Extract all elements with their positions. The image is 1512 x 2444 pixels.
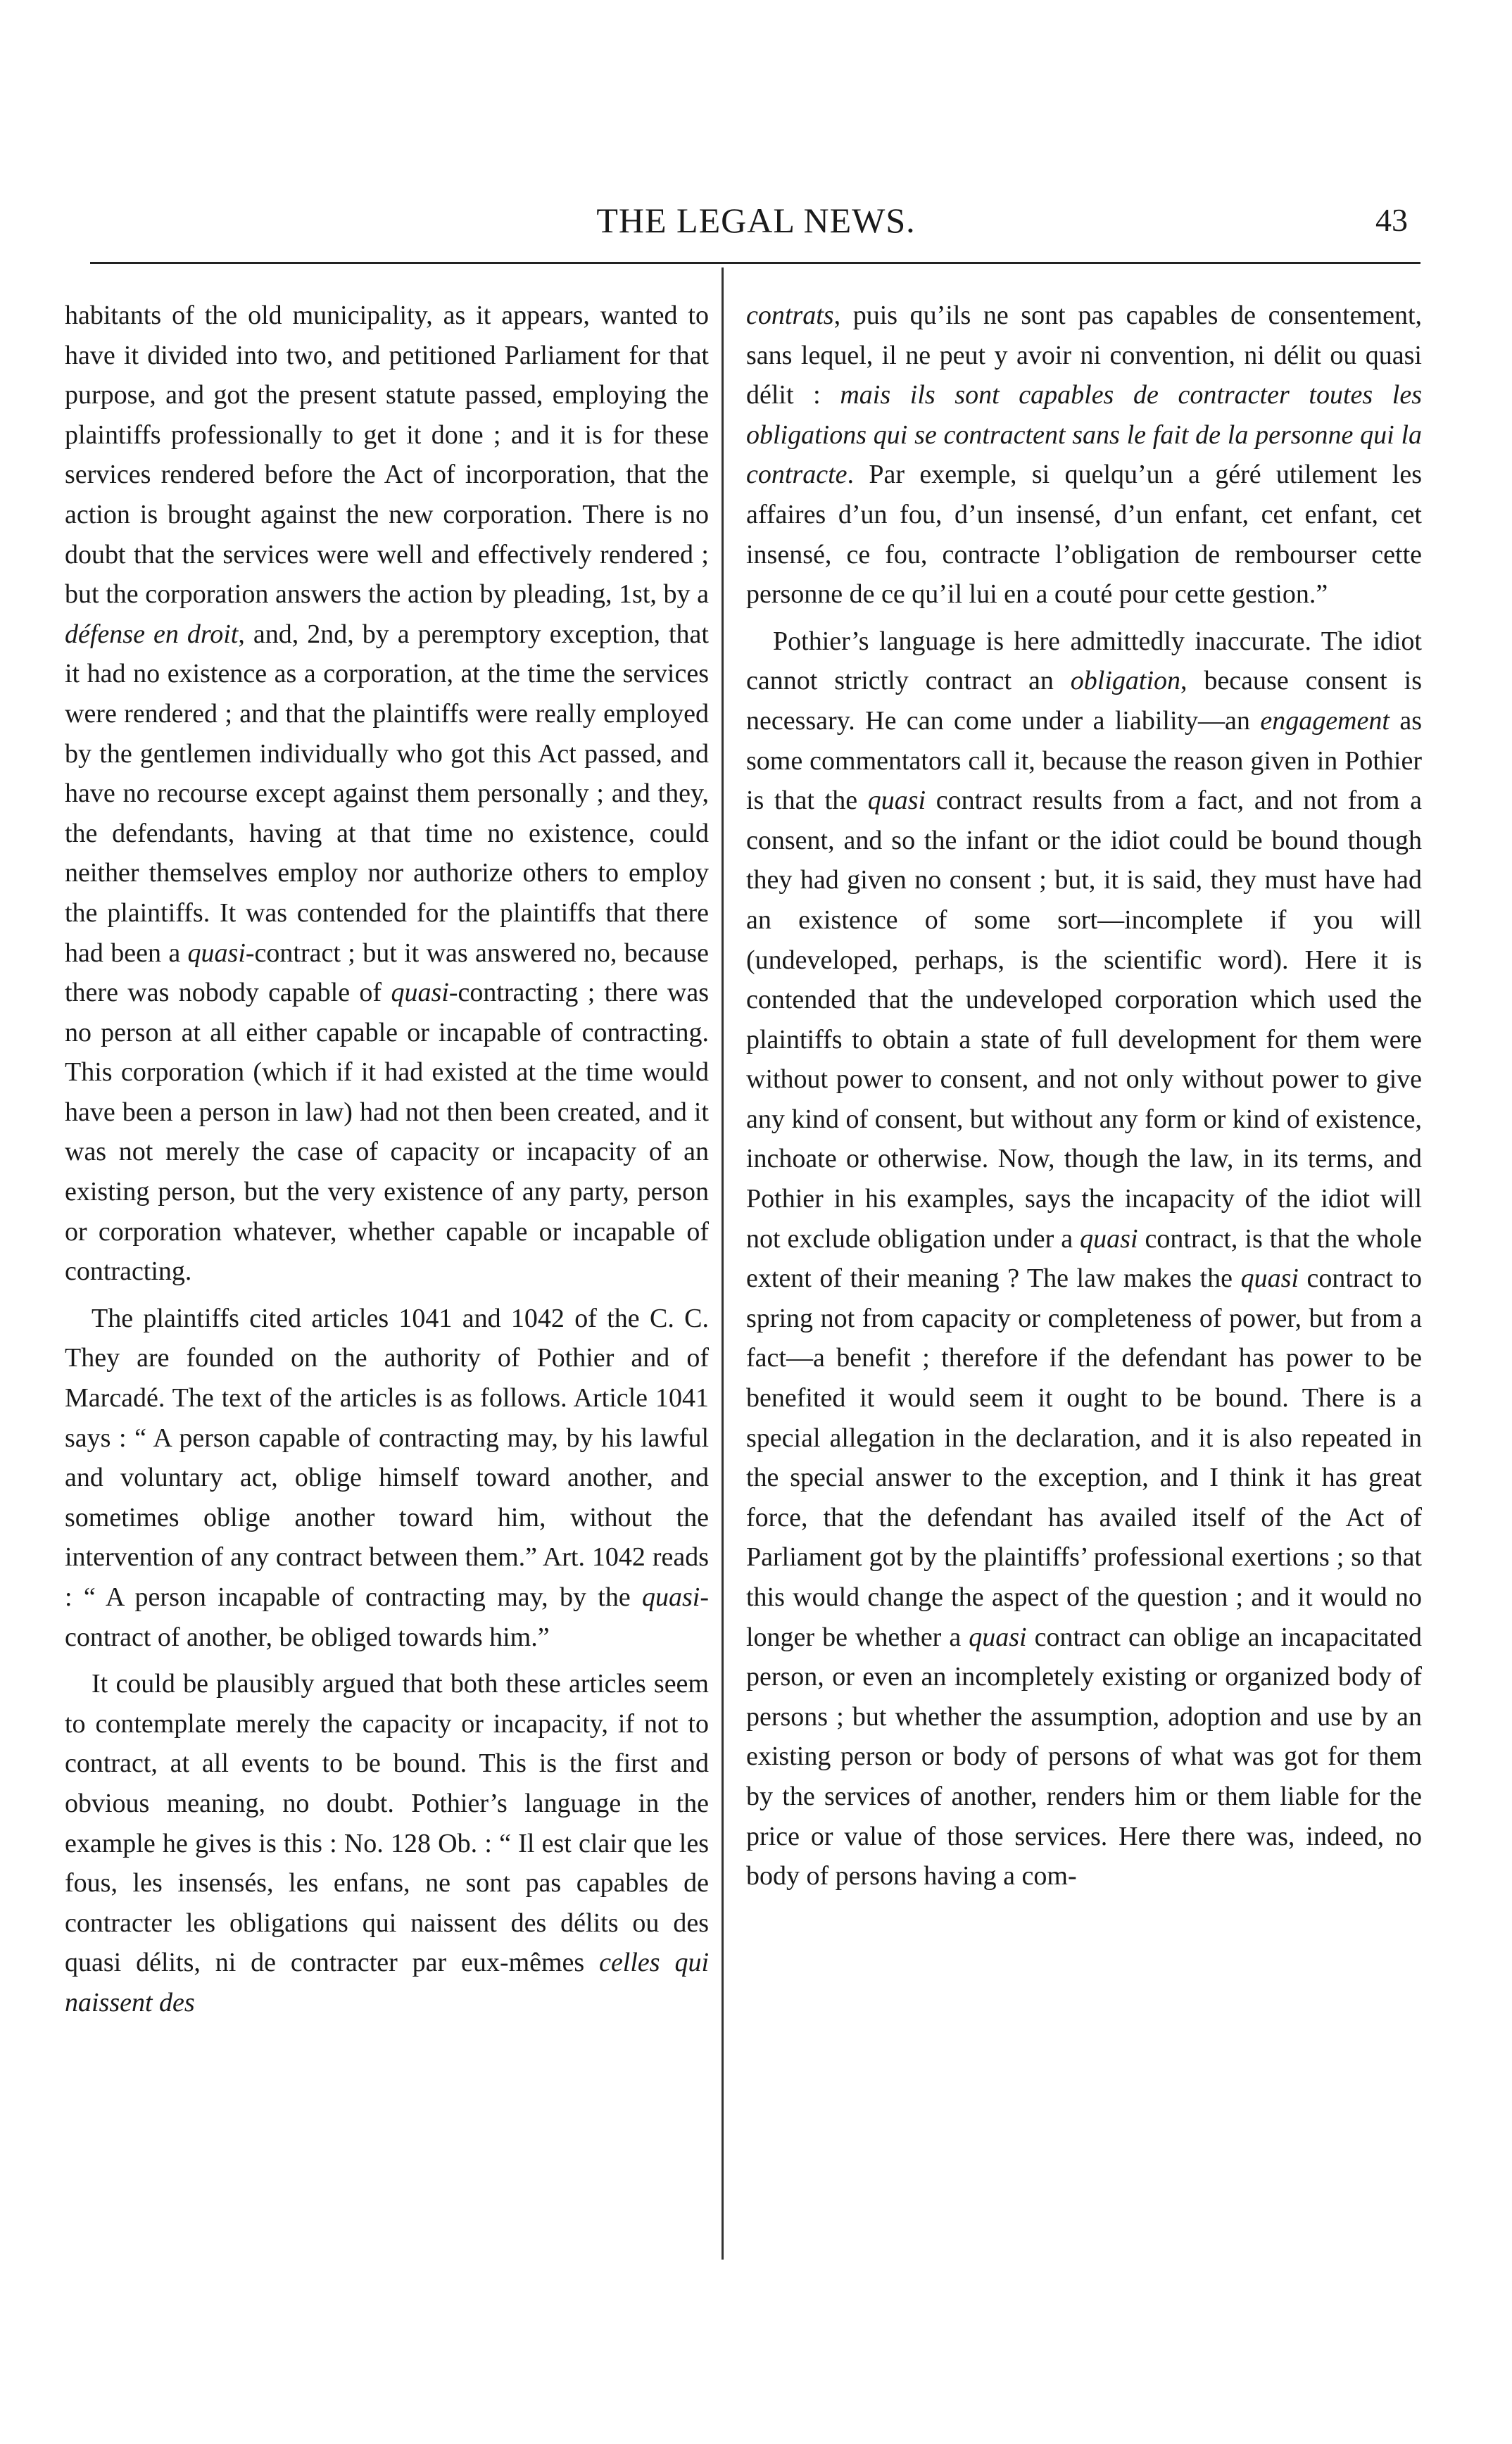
text-run: contract, is that the whole extent of their meaning ? The law makes the — [746, 1223, 1422, 1294]
text-run: contract results from a fact, and not from a consent, and so the infant or the idiot could be bound though they had given no consent ; but, it is said, they must have had an existence of some sort—incomplete if you will (undeveloped, perhaps, is the scientific word). Here it is contended that the undeveloped corporation which used the plaintiffs to obtain a state of full development for them were without power to consent, and not only without power to give any kind of consent, but without any form or kind of existence, inchoate or otherwise. Now, though the law, in its terms, and Pothier in his examples, says the incapacity of the idiot will not exclude obligation under a — [746, 786, 1422, 1254]
paragraph — [746, 622, 1422, 1896]
italic-text: quasi — [1240, 1264, 1299, 1294]
text-run: -contract of another, be obliged towards him.” — [65, 1582, 709, 1652]
paragraph — [746, 296, 1422, 615]
text-run: , puis qu’ils ne sont pas capables de consentement, sans lequel, il ne peut y avoir ni convention, ni délit ou quasi délit : — [746, 301, 1422, 410]
text-run: The plaintiffs cited articles 1041 and 1042 of the C. C. They are founded on the authority of Pothier and of Marcadé. The text of the articles is as follows. Article 1041 says : “ A person capable of contracting may, by his lawful and voluntary act, oblige himself toward another, and sometimes oblige another toward him, without the intervention of any contract between them.” Art. 1042 reads : “ A person incapable of contracting may, by the — [65, 1303, 709, 1612]
italic-text: quasi — [867, 786, 926, 816]
italic-text: quasi — [1080, 1223, 1138, 1254]
italic-text: engagement — [1260, 705, 1390, 736]
running-head — [0, 196, 1512, 245]
publication-title: THE LEGAL NEWS. — [596, 201, 916, 240]
column-divider — [722, 267, 724, 2260]
text-run: habitants of the old municipality, as it appears, wanted to have it divided into two, and petitioned Parliament for that purpose, and got the present statute passed, employing the plaintiffs professionally to get it done ; and it is for these services rendered before the Act of incorporation, that the action is brought against the new corporation. There is no doubt that the services were well and effectively rendered ; but the corporation answers the action by pleading, 1st, by a — [65, 301, 709, 610]
text-run: -contracting ; there was no person at all either capable or incapable of contracting. This corporation (which if it had existed at the time would have been a person in law) had not then been created, and it was not merely the case of capacity or incapacity of an existing person, but the very existence of any party, person or corporation whatever, whether capable or incapable of contracting. — [65, 978, 709, 1287]
italic-text: celles qui naissent des — [65, 1948, 709, 2017]
page-number: 43 — [1375, 202, 1408, 238]
text-run: contract can oblige an incapacitated person, or even an incompletely existing or organized body of persons ; but whether the assumption, adoption and use by an existing person or body of persons of what was got for them by the services of another, renders him or them liable for the price or value of those services. Here there was, indeed, no body of persons having a com- — [746, 1622, 1422, 1891]
text-run: , and, 2nd, by a peremptory exception, that it had no existence as a corporation, at the time the services were rendered ; and that the plaintiffs were really employed by the gentlemen individually who got this Act passed, and have no recourse except against them personally ; and they, the defendants, having at that time no existence, could neither themselves employ nor authorize others to employ the plaintiffs. It was contended for the plaintiffs that there had been a — [65, 619, 709, 968]
italic-text: quasi — [187, 938, 246, 968]
right-column — [746, 296, 1422, 2309]
text-run: as some commentators call it, because the reason given in Pothier is that the — [746, 705, 1422, 816]
paragraph — [65, 1664, 709, 2022]
text-run: . Par exemple, si quelqu’un a géré utilement les affaires d’un fou, d’un insensé, d’un enfant, cet enfant, cet insensé, ce fou, contracte l’obligation de rembourser cette personne de ce qu’il lui en a couté pour cette gestion.” — [746, 460, 1422, 610]
text-run: Pothier’s language is here admittedly inaccurate. The idiot cannot strictly contract an — [746, 626, 1422, 696]
text-run: -contract ; but it was answered no, because there was nobody capable of — [65, 938, 709, 1008]
italic-text: défense en droit — [65, 619, 239, 649]
text-run: contract to spring not from capacity or completeness of power, but from a fact—a benefit ; therefore if the defendant has power to be benefited it would seem it ought to be bound. There is a special allegation in the declaration, and it is also repeated in the special answer to the exception, and I think it has great force, that the defendant has availed itself of the Act of Parliament got by the plaintiffs’ professional exertions ; so that this would change the aspect of the question ; and it would no longer be whether a — [746, 1264, 1422, 1652]
text-run: It could be plausibly argued that both these articles seem to contemplate merely the capacity or incapacity, if not to contract, at all events to be bound. This is the first and obvious meaning, no doubt. Pothier’s language in the example he gives is this : No. 128 Ob. : “ Il est clair que les fous, les insensés, les enfans, ne sont pas capables de contracter les obligations qui naissent des délits ou des quasi délits, ni de contracter par eux-mêmes — [65, 1669, 709, 1978]
italic-text: quasi — [969, 1622, 1027, 1652]
italic-text: mais ils sont capables de contracter toutes les obligations qui se contractent sans le fait de la personne qui la contracte — [746, 380, 1422, 490]
italic-text: quasi — [391, 978, 449, 1008]
paragraph — [65, 1299, 709, 1657]
italic-text: obligation — [1070, 666, 1181, 696]
header-rule — [90, 262, 1420, 264]
italic-text: contrats — [746, 301, 834, 330]
paragraph — [65, 296, 709, 1292]
italic-text: quasi — [641, 1582, 700, 1612]
text-run: , because consent is necessary. He can come under a liability—an — [746, 666, 1422, 736]
left-column — [65, 296, 709, 2309]
